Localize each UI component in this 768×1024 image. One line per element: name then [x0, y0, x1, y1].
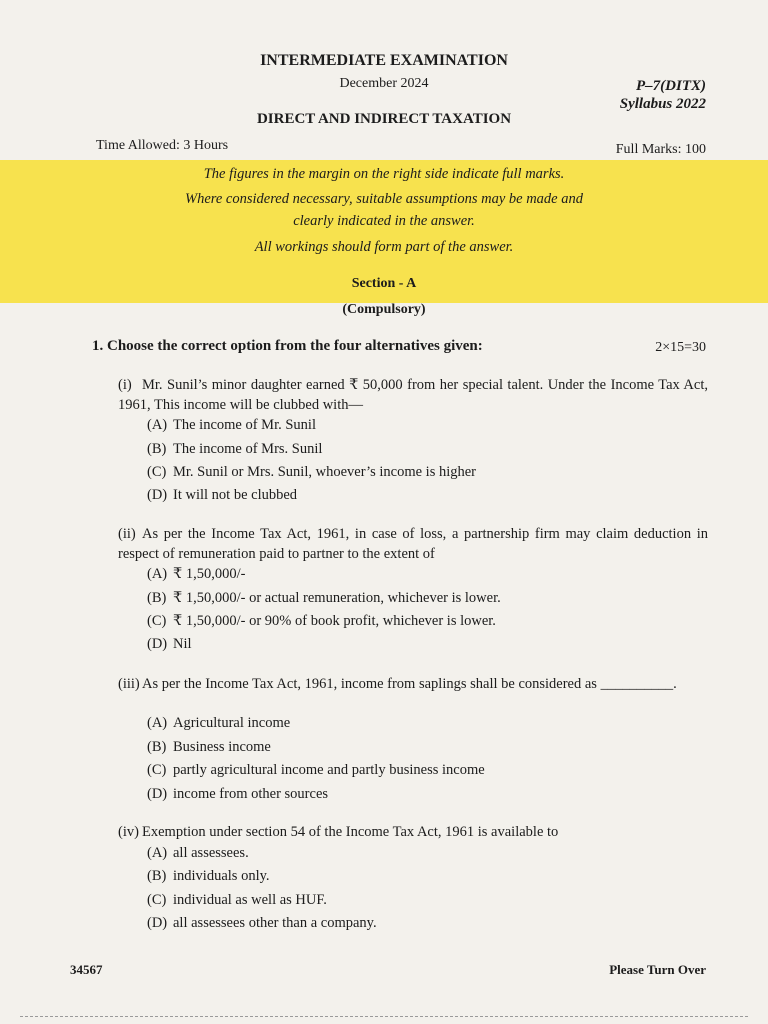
- option: [147, 715, 290, 732]
- item-number: (iii): [118, 676, 140, 692]
- exam-title: INTERMEDIATE EXAMINATION: [260, 52, 508, 69]
- item-text: Mr. Sunil’s minor daughter earned ₹ 50,000 from her special talent. Under the Income Tax Act, 1961, This income will be clubbed with—: [118, 377, 708, 413]
- option-label: (C): [147, 892, 167, 908]
- option-label: (C): [147, 464, 167, 480]
- section-title: Section - A: [351, 276, 417, 291]
- option: [147, 739, 271, 756]
- item-number: (ii): [118, 526, 136, 542]
- option-text: The income of Mr. Sunil: [173, 417, 316, 433]
- section-compulsory: (Compulsory): [342, 302, 426, 317]
- option: [147, 892, 327, 909]
- option-text: ₹ 1,50,000/-: [173, 566, 246, 582]
- option: [147, 441, 322, 458]
- option-text: It will not be clubbed: [173, 487, 298, 503]
- option-text: Nil: [173, 636, 192, 652]
- instruction-line-4: All workings should form part of the answer.: [254, 239, 514, 255]
- option: [147, 464, 476, 481]
- question-marks: 2×15=30: [655, 340, 706, 355]
- syllabus-label: Syllabus 2022: [619, 96, 706, 112]
- option-text: Agricultural income: [173, 715, 291, 731]
- paper-serial-code: 34567: [70, 962, 103, 977]
- option: [147, 762, 485, 779]
- option-text: income from other sources: [173, 786, 329, 802]
- option-text: Mr. Sunil or Mrs. Sunil, whoever’s income is higher: [173, 464, 477, 480]
- instruction-line-2: Where considered necessary, suitable assumptions may be made and: [184, 191, 583, 207]
- option-text: partly agricultural income and partly business income: [173, 762, 485, 778]
- option-label: (B): [147, 590, 167, 606]
- turn-over-note: Please Turn Over: [609, 962, 706, 977]
- option-text: individual as well as HUF.: [173, 892, 327, 908]
- option-label: (A): [147, 715, 168, 731]
- perforation-line: [20, 1016, 748, 1017]
- option-label: (B): [147, 441, 167, 457]
- option: [147, 613, 496, 630]
- exam-month: December 2024: [339, 76, 429, 91]
- question-item-stem: [118, 674, 708, 694]
- option-label: (D): [147, 915, 168, 931]
- option-label: (C): [147, 613, 167, 629]
- option: [147, 786, 328, 803]
- option: [147, 636, 192, 653]
- item-text: As per the Income Tax Act, 1961, income from saplings shall be considered as __________.: [142, 676, 677, 692]
- option: [147, 566, 245, 583]
- option-text: individuals only.: [173, 868, 270, 884]
- question-item-stem: [118, 822, 708, 842]
- option-text: Business income: [173, 739, 271, 755]
- full-marks: Full Marks: 100: [615, 142, 706, 157]
- option-label: (D): [147, 487, 168, 503]
- option-label: (A): [147, 566, 168, 582]
- item-number: (i): [118, 377, 132, 393]
- option: [147, 915, 377, 932]
- option-label: (D): [147, 786, 168, 802]
- option: [147, 417, 316, 434]
- paper-code: P–7(DITX): [636, 78, 706, 94]
- option-text: all assessees other than a company.: [173, 915, 377, 931]
- item-text: As per the Income Tax Act, 1961, in case of loss, a partnership firm may claim deduction in respect of remuneration paid to partner to the extent of: [118, 526, 708, 562]
- option-text: ₹ 1,50,000/- or actual remuneration, whichever is lower.: [173, 590, 501, 606]
- option-label: (B): [147, 739, 167, 755]
- option-label: (A): [147, 417, 168, 433]
- question-item-stem: [118, 375, 708, 415]
- option-label: (B): [147, 868, 167, 884]
- question-heading: 1. Choose the correct option from the four alternatives given:: [92, 338, 483, 354]
- item-number: (iv): [118, 824, 139, 840]
- option: [147, 487, 297, 504]
- option-label: (C): [147, 762, 167, 778]
- instruction-line-3: clearly indicated in the answer.: [293, 213, 475, 229]
- option-label: (D): [147, 636, 168, 652]
- option-label: (A): [147, 845, 168, 861]
- question-item-stem: [118, 524, 708, 564]
- time-allowed: Time Allowed: 3 Hours: [96, 138, 229, 153]
- option: [147, 590, 501, 607]
- option: [147, 868, 270, 885]
- option-text: all assessees.: [173, 845, 249, 861]
- instruction-line-1: The figures in the margin on the right side indicate full marks.: [203, 166, 565, 182]
- item-text: Exemption under section 54 of the Income Tax Act, 1961 is available to: [142, 824, 559, 840]
- option: [147, 845, 249, 862]
- option-text: The income of Mrs. Sunil: [173, 441, 323, 457]
- subject-title: DIRECT AND INDIRECT TAXATION: [256, 111, 512, 127]
- option-text: ₹ 1,50,000/- or 90% of book profit, whichever is lower.: [173, 613, 496, 629]
